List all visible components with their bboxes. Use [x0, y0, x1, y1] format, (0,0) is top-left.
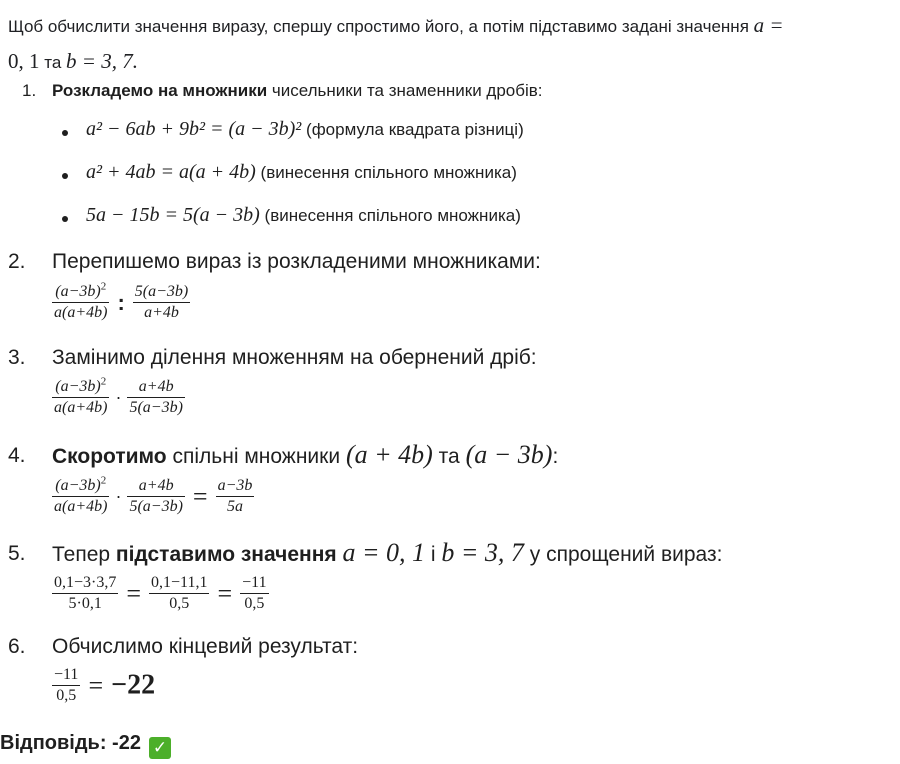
step4-expression — [52, 474, 254, 516]
bullet-dot — [62, 130, 68, 136]
step4-rest: спільні множники — [172, 445, 341, 468]
intro-b-eq: b = 3, 7. — [66, 49, 138, 73]
step3-number: 3. — [8, 346, 26, 369]
step4-factor-1: (a + 4b) — [345, 440, 433, 469]
fraction: $\frac{-11}{0,5}$ — [242, 574, 267, 612]
divide-sign: : — [117, 289, 125, 315]
intro-a-eq: a = — [753, 13, 784, 37]
step4-text — [52, 440, 558, 470]
bullet-item-1 — [86, 118, 524, 141]
fraction: $\frac{a+4b}{5(a-3b)}$ — [129, 477, 183, 515]
bullet-2-note: (винесення спільного множника) — [260, 163, 517, 182]
fraction: $\frac{-11}{0,5}$ — [54, 666, 79, 704]
bullet-dot — [62, 173, 68, 179]
step4-number: 4. — [8, 444, 26, 467]
bullet-dot — [62, 216, 68, 222]
fraction: $\frac{0,1-3\cdot 3,7}{5\cdot 0,1}$ — [54, 574, 117, 612]
step2-expression — [52, 280, 190, 322]
fraction: $\frac{(a-3b)^2}{a(a+4b)}$ — [54, 280, 108, 321]
equals-sign: = — [192, 481, 208, 511]
step3-expression — [52, 375, 185, 417]
step5-post: у спрощений вираз: — [529, 543, 723, 566]
final-result: −22 — [111, 669, 156, 701]
step1-bold: Розкладемо на множники — [52, 81, 268, 100]
step5-number: 5. — [8, 542, 26, 565]
check-mark-icon: ✓ — [149, 737, 171, 759]
step4-colon: : — [552, 445, 559, 468]
intro-paragraph — [8, 8, 892, 80]
multiply-sign: · — [115, 387, 122, 407]
step5-expression — [52, 574, 269, 613]
step1-text — [52, 81, 543, 101]
equals-sign: = — [217, 578, 233, 608]
fraction: $\frac{0,1-11,1}{0,5}$ — [151, 574, 208, 612]
step1-number: 1. — [22, 81, 37, 100]
step5-pre: Тепер — [52, 543, 111, 566]
step5-and: і — [430, 543, 436, 566]
answer-label: Відповідь: -22 — [0, 732, 141, 754]
bullet-3-math: 5a − 15b = 5(a − 3b) — [86, 204, 260, 226]
step6-text: Обчислимо кінцевий результат: — [52, 635, 359, 658]
bullet-1-note: (формула квадрата різниці) — [306, 120, 524, 139]
step4-and: та — [438, 445, 460, 468]
step4-factor-2: (a − 3b) — [465, 440, 553, 469]
fraction: $\frac{a+4b}{5(a-3b)}$ — [129, 378, 183, 416]
fraction: $\frac{(a-3b)^2}{a(a+4b)}$ — [54, 375, 108, 416]
fraction: $\frac{(a-3b)^2}{a(a+4b)}$ — [54, 474, 108, 515]
bullet-3-note: (винесення спільного множника) — [264, 206, 521, 225]
step4-bold: Скоротимо — [52, 445, 167, 468]
step3-text: Замінимо ділення множенням на обернений дріб: — [52, 346, 537, 369]
step5-bold: підставимо значення — [115, 543, 337, 566]
step5-a-value: a = 0, 1 — [342, 538, 426, 567]
answer-line — [0, 732, 171, 759]
bullet-2-math: a² + 4ab = a(a + 4b) — [86, 161, 256, 183]
step6-number: 6. — [8, 635, 26, 658]
step2-number: 2. — [8, 250, 26, 273]
intro-a-value: 0, 1 — [8, 49, 40, 73]
fraction: $\frac{5(a-3b)}{a+4b}$ — [134, 283, 189, 321]
step6-expression — [52, 666, 155, 705]
multiply-sign: · — [115, 486, 122, 506]
step5-text — [52, 538, 722, 568]
intro-text: Щоб обчислити значення виразу, спершу спростимо його, а потім підставимо задані значення — [8, 17, 749, 36]
bullet-1-math: a² − 6ab + 9b² = (a − 3b)² — [86, 118, 302, 140]
step5-b-value: b = 3, 7 — [441, 538, 524, 567]
fraction: $\frac{a-3b}{5a}$ — [217, 477, 253, 515]
intro-and: та — [44, 53, 62, 72]
bullet-item-3 — [86, 204, 521, 227]
step1-rest: чисельники та знаменники дробів: — [271, 81, 543, 100]
equals-sign: = — [126, 578, 142, 608]
bullet-item-2 — [86, 161, 517, 184]
equals-sign: = — [88, 670, 104, 700]
step2-text: Перепишемо вираз із розкладеними множниками: — [52, 250, 541, 273]
